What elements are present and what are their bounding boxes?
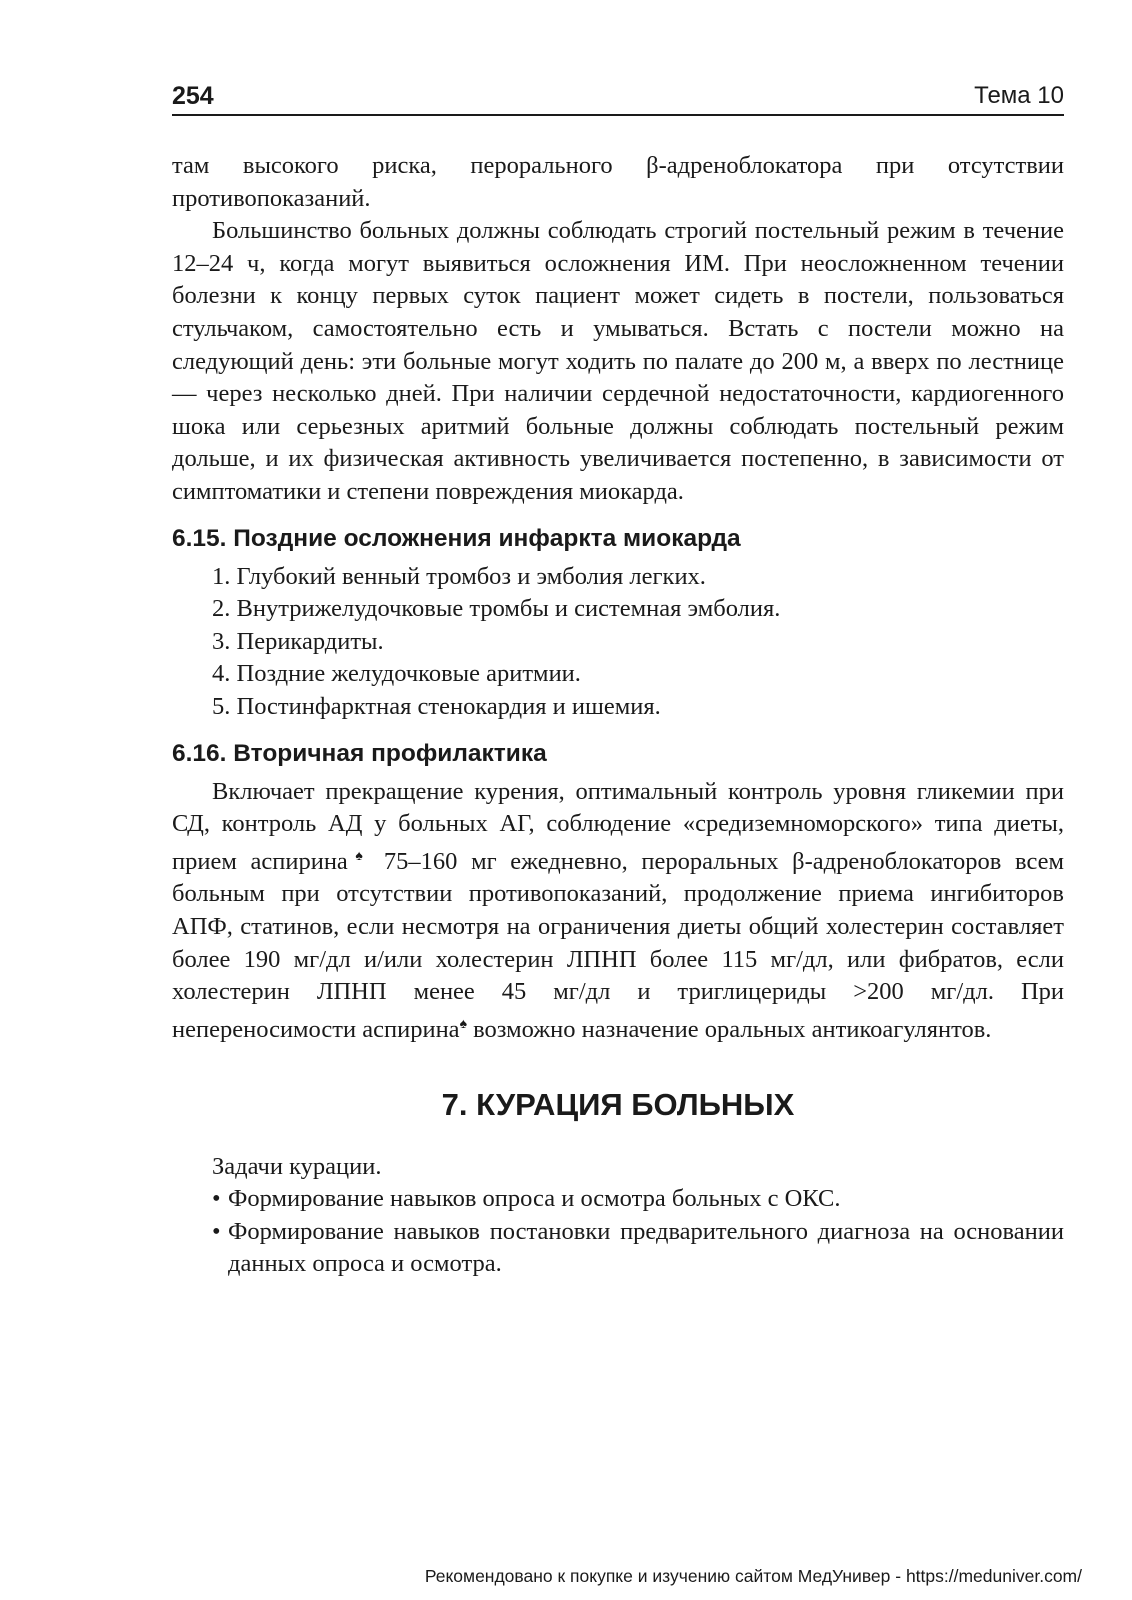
drug-mark-icon: ♠ xyxy=(459,1016,467,1032)
tasks-intro: Задачи курации. xyxy=(212,1152,382,1180)
list-item xyxy=(212,1183,1064,1216)
chapter-heading: 7. КУРАЦИЯ БОЛЬНЫХ xyxy=(441,1086,795,1122)
bullet-icon: • xyxy=(212,1217,221,1245)
footer-watermark: Рекомендовано к покупке и изучению сайтом МедУнивер - https://meduniver.com/ xyxy=(424,1566,1082,1586)
prevention-text-3: возможно назначение оральных антикоагулянтов. xyxy=(467,1015,992,1043)
prevention-text-2: 75–160 мг ежедневно, пероральных β-адреноблокаторов всем больным при отсутствии противопоказаний, продолжение приема ингибиторов АПФ, статинов, если несмотря на ограничения диеты общий холестерин составляет более 190 мг/дл и/или холестерин ЛПНП более 115 мг/дл, или фибратов, если холестерин ЛПНП менее 45 мг/дл и триглицериды >200 мг/дл. При непереносимости аспирина xyxy=(172,847,1064,1043)
header-rule xyxy=(172,114,1064,116)
prevention-text-1: Включает прекращение курения, оптимальный контроль уровня гликемии при СД, контроль АД у больных АГ, соблюдение «средиземноморского» типа диеты, прием аспирина xyxy=(172,777,1064,875)
page-body xyxy=(172,150,1064,1281)
section-heading-late-complications: 6.15. Поздние осложнения инфаркта миокарда xyxy=(172,524,741,552)
list-item: 3. Перикардиты. xyxy=(212,627,384,655)
list-item xyxy=(212,1216,1064,1281)
drug-mark-icon: ♠ xyxy=(347,848,371,864)
tasks-list xyxy=(172,1183,1064,1281)
running-header xyxy=(172,82,1064,116)
page-number: 254 xyxy=(172,82,214,110)
list-item: 4. Поздние желудочковые аритмии. xyxy=(212,660,581,688)
section-heading-secondary-prevention: 6.16. Вторичная профилактика xyxy=(172,739,547,767)
bullet-icon: • xyxy=(212,1185,221,1213)
late-complications-list xyxy=(172,561,1064,724)
list-item: 1. Глубокий венный тромбоз и эмболия легких. xyxy=(212,562,706,590)
paragraph-secondary-prevention xyxy=(172,776,1064,1047)
task-text: Формирование навыков опроса и осмотра больных с ОКС. xyxy=(228,1185,841,1213)
list-item: 2. Внутрижелудочковые тромбы и системная эмболия. xyxy=(212,595,781,623)
task-text: Формирование навыков постановки предварительного диагноза на основании данных опроса и осмотра. xyxy=(228,1217,1064,1278)
list-item: 5. Постинфарктная стенокардия и ишемия. xyxy=(212,692,661,720)
paragraph-bed-rest: Большинство больных должны соблюдать строгий постельный режим в течение 12–24 ч, когда могут выявиться осложнения ИМ. При неосложненном течении болезни к концу первых суток пациент может сидеть в постели, пользоваться стульчаком, самостоятельно есть и умываться. Встать с постели можно на следующий день: эти больные могут ходить по палате до 200 м, а вверх по лестнице — через несколько дней. При наличии сердечной недостаточности, кардиогенного шока или серьезных аритмий больные должны соблюдать постельный режим дольше, и их физическая активность увеличивается постепенно, в зависимости от симптоматики и степени повреждения миокарда. xyxy=(172,217,1064,505)
running-topic: Тема 10 xyxy=(974,82,1064,109)
paragraph-continued: там высокого риска, перорального β-адреноблокатора при отсутствии противопоказаний. xyxy=(172,152,1064,212)
